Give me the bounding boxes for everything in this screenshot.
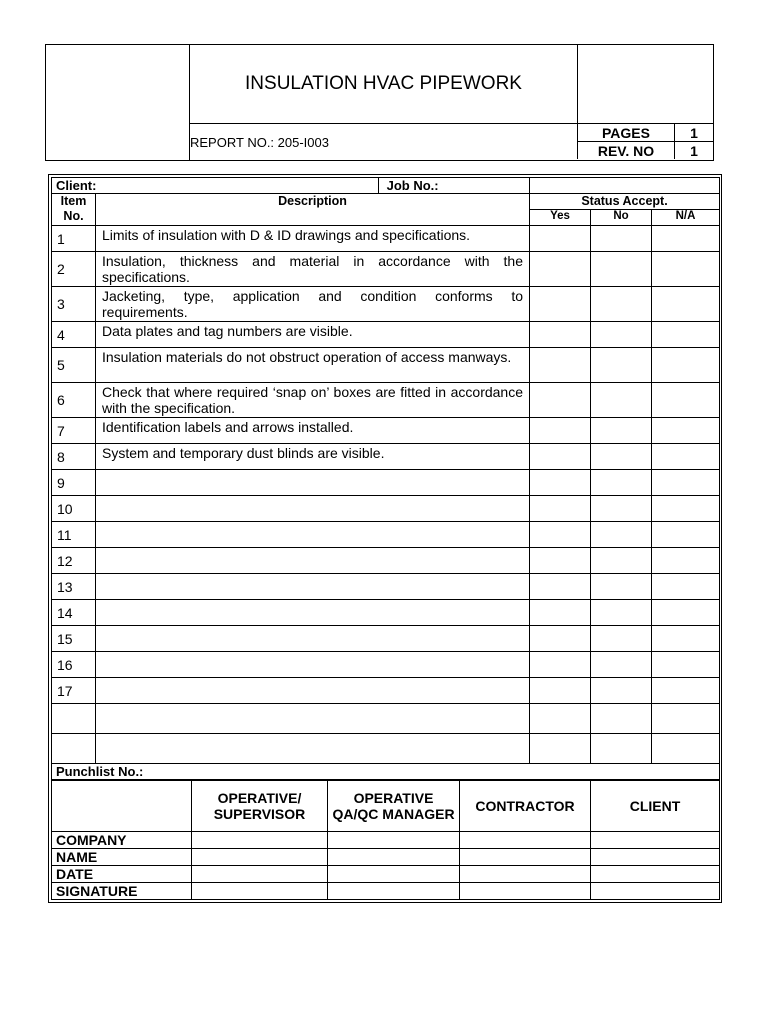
item-number: 16 bbox=[52, 652, 96, 678]
status-na-cell[interactable] bbox=[652, 626, 720, 652]
status-no-cell[interactable] bbox=[591, 600, 652, 626]
item-description bbox=[96, 734, 530, 764]
signoff-entry-cell[interactable] bbox=[192, 832, 328, 849]
item-number: 3 bbox=[52, 287, 96, 322]
item-description: Identification labels and arrows installed. bbox=[96, 418, 530, 444]
item-number: 15 bbox=[52, 626, 96, 652]
checklist-table bbox=[51, 177, 720, 780]
item-rows bbox=[52, 226, 720, 764]
report-header bbox=[45, 44, 714, 161]
item-number: 8 bbox=[52, 444, 96, 470]
signoff-header-row bbox=[52, 781, 720, 832]
item-description: Check that where required ‘snap on’ boxes are fitted in accordance with the specification. bbox=[96, 383, 530, 418]
status-no-cell[interactable] bbox=[591, 522, 652, 548]
status-yes-cell[interactable] bbox=[530, 704, 591, 734]
item-description bbox=[96, 548, 530, 574]
status-no-cell[interactable] bbox=[591, 348, 652, 383]
item-number: 2 bbox=[52, 252, 96, 287]
status-na-cell[interactable] bbox=[652, 600, 720, 626]
item-description: Insulation, thickness and material in accordance with the specifications. bbox=[96, 252, 530, 287]
checklist-form bbox=[48, 174, 722, 903]
checklist-row bbox=[52, 470, 720, 496]
item-number: 5 bbox=[52, 348, 96, 383]
status-yes-cell[interactable] bbox=[530, 600, 591, 626]
item-description bbox=[96, 652, 530, 678]
document-title: INSULATION HVAC PIPEWORK bbox=[190, 45, 577, 124]
status-yes-cell[interactable] bbox=[530, 626, 591, 652]
checklist-row bbox=[52, 444, 720, 470]
status-na-cell[interactable] bbox=[652, 226, 720, 252]
status-na-cell[interactable] bbox=[652, 348, 720, 383]
signoff-row-label: DATE bbox=[52, 866, 192, 883]
checklist-row bbox=[52, 226, 720, 252]
signoff-entry-cell[interactable] bbox=[328, 866, 460, 883]
status-yes-cell[interactable] bbox=[530, 734, 591, 764]
item-description bbox=[96, 574, 530, 600]
signoff-entry-cell[interactable] bbox=[192, 866, 328, 883]
status-na-cell[interactable] bbox=[652, 470, 720, 496]
status-yes-cell[interactable] bbox=[530, 444, 591, 470]
status-na-cell[interactable] bbox=[652, 444, 720, 470]
checklist-row bbox=[52, 600, 720, 626]
item-number: 10 bbox=[52, 496, 96, 522]
signoff-column-header: CONTRACTOR bbox=[460, 781, 591, 832]
status-no-cell[interactable] bbox=[591, 574, 652, 600]
pages-value: 1 bbox=[690, 124, 698, 141]
item-description: System and temporary dust blinds are visible. bbox=[96, 444, 530, 470]
status-no-cell[interactable] bbox=[591, 226, 652, 252]
signoff-entry-cell[interactable] bbox=[460, 832, 591, 849]
checklist-row bbox=[52, 348, 720, 383]
signoff-entry-cell[interactable] bbox=[591, 849, 720, 866]
report-number: REPORT NO.: 205-I003 bbox=[190, 134, 329, 150]
item-description: Limits of insulation with D & ID drawings and specifications. bbox=[96, 226, 530, 252]
item-description bbox=[96, 522, 530, 548]
checklist-row bbox=[52, 704, 720, 734]
status-no-cell[interactable] bbox=[591, 383, 652, 418]
status-na-cell[interactable] bbox=[652, 522, 720, 548]
status-no-cell[interactable] bbox=[591, 252, 652, 287]
status-no-cell[interactable] bbox=[591, 444, 652, 470]
checklist-row bbox=[52, 418, 720, 444]
signoff-column-header: OPERATIVE QA/QC MANAGER bbox=[328, 781, 460, 832]
signoff-row-label: COMPANY bbox=[52, 832, 192, 849]
signoff-entry-cell[interactable] bbox=[328, 849, 460, 866]
item-description: Data plates and tag numbers are visible. bbox=[96, 322, 530, 348]
status-no-cell[interactable] bbox=[591, 734, 652, 764]
status-accept-header: Status Accept. bbox=[530, 194, 720, 210]
checklist-row bbox=[52, 652, 720, 678]
item-no-header: Item No. bbox=[52, 194, 96, 226]
status-no-cell[interactable] bbox=[591, 652, 652, 678]
signoff-entry-cell[interactable] bbox=[460, 866, 591, 883]
status-na-cell[interactable] bbox=[652, 383, 720, 418]
rev-label: REV. NO bbox=[578, 142, 675, 160]
signoff-entry-cell[interactable] bbox=[192, 883, 328, 900]
status-yes-cell[interactable] bbox=[530, 226, 591, 252]
status-na-cell[interactable] bbox=[652, 322, 720, 348]
item-number: 1 bbox=[52, 226, 96, 252]
status-yes-cell[interactable] bbox=[530, 252, 591, 287]
checklist-row bbox=[52, 287, 720, 322]
signoff-corner-cell bbox=[52, 781, 192, 832]
na-header: N/A bbox=[652, 210, 720, 226]
status-no-cell[interactable] bbox=[591, 418, 652, 444]
item-number: 9 bbox=[52, 470, 96, 496]
job-no-field[interactable] bbox=[530, 178, 720, 194]
item-number: 7 bbox=[52, 418, 96, 444]
checklist-row bbox=[52, 678, 720, 704]
status-yes-cell[interactable] bbox=[530, 574, 591, 600]
checklist-row bbox=[52, 383, 720, 418]
status-yes-cell[interactable] bbox=[530, 652, 591, 678]
status-yes-cell[interactable] bbox=[530, 383, 591, 418]
item-number: 4 bbox=[52, 322, 96, 348]
checklist-row bbox=[52, 252, 720, 287]
checklist-row bbox=[52, 626, 720, 652]
item-description: Jacketing, type, application and condition conforms to requirements. bbox=[96, 287, 530, 322]
signoff-column-header: CLIENT bbox=[591, 781, 720, 832]
logo-placeholder bbox=[46, 45, 190, 160]
checklist-row bbox=[52, 322, 720, 348]
pages-label: PAGES bbox=[578, 124, 675, 142]
checklist-row bbox=[52, 574, 720, 600]
item-number: 11 bbox=[52, 522, 96, 548]
item-description bbox=[96, 678, 530, 704]
signoff-row-label: NAME bbox=[52, 849, 192, 866]
status-na-cell[interactable] bbox=[652, 652, 720, 678]
yes-header: Yes bbox=[530, 210, 591, 226]
item-number: 6 bbox=[52, 383, 96, 418]
status-no-cell[interactable] bbox=[591, 287, 652, 322]
item-number: 13 bbox=[52, 574, 96, 600]
signoff-row bbox=[52, 883, 720, 900]
status-na-cell[interactable] bbox=[652, 548, 720, 574]
status-yes-cell[interactable] bbox=[530, 522, 591, 548]
header-meta bbox=[577, 124, 713, 159]
client-label: Client: bbox=[56, 178, 379, 193]
item-description bbox=[96, 496, 530, 522]
status-na-cell[interactable] bbox=[652, 418, 720, 444]
signoff-entry-cell[interactable] bbox=[591, 866, 720, 883]
checklist-row bbox=[52, 548, 720, 574]
status-na-cell[interactable] bbox=[652, 734, 720, 764]
status-no-cell[interactable] bbox=[591, 322, 652, 348]
status-yes-cell[interactable] bbox=[530, 418, 591, 444]
description-header: Description bbox=[96, 194, 530, 226]
status-no-cell[interactable] bbox=[591, 548, 652, 574]
signoff-entry-cell[interactable] bbox=[328, 832, 460, 849]
item-description bbox=[96, 600, 530, 626]
item-description: Insulation materials do not obstruct operation of access manways. bbox=[96, 348, 530, 383]
signoff-row-label: SIGNATURE bbox=[52, 883, 192, 900]
checklist-row bbox=[52, 522, 720, 548]
signoff-entry-cell[interactable] bbox=[460, 849, 591, 866]
signoff-entry-cell[interactable] bbox=[328, 883, 460, 900]
status-yes-cell[interactable] bbox=[530, 348, 591, 383]
status-no-cell[interactable] bbox=[591, 470, 652, 496]
item-number: 12 bbox=[52, 548, 96, 574]
signoff-row bbox=[52, 832, 720, 849]
status-na-cell[interactable] bbox=[652, 287, 720, 322]
status-na-cell[interactable] bbox=[652, 252, 720, 287]
client-field[interactable] bbox=[52, 178, 530, 194]
status-yes-cell[interactable] bbox=[530, 470, 591, 496]
status-no-cell[interactable] bbox=[591, 704, 652, 734]
signoff-rows bbox=[52, 832, 720, 900]
status-na-cell[interactable] bbox=[652, 704, 720, 734]
no-header: No bbox=[591, 210, 652, 226]
signoff-column-header: OPERATIVE/ SUPERVISOR bbox=[192, 781, 328, 832]
signoff-table bbox=[51, 780, 720, 900]
signoff-entry-cell[interactable] bbox=[192, 849, 328, 866]
job-no-label: Job No.: bbox=[386, 178, 439, 193]
header-blank-cell bbox=[577, 45, 713, 124]
status-no-cell[interactable] bbox=[591, 678, 652, 704]
signoff-row bbox=[52, 866, 720, 883]
status-no-cell[interactable] bbox=[591, 496, 652, 522]
status-yes-cell[interactable] bbox=[530, 287, 591, 322]
item-number: 14 bbox=[52, 600, 96, 626]
status-na-cell[interactable] bbox=[652, 496, 720, 522]
status-yes-cell[interactable] bbox=[530, 496, 591, 522]
punchlist-field[interactable] bbox=[52, 764, 720, 780]
signoff-entry-cell[interactable] bbox=[591, 883, 720, 900]
punchlist-label: Punchlist No.: bbox=[56, 764, 144, 779]
item-number bbox=[52, 704, 96, 734]
item-number: 17 bbox=[52, 678, 96, 704]
status-na-cell[interactable] bbox=[652, 574, 720, 600]
signoff-entry-cell[interactable] bbox=[460, 883, 591, 900]
checklist-row bbox=[52, 496, 720, 522]
item-number bbox=[52, 734, 96, 764]
item-description bbox=[96, 470, 530, 496]
signoff-row bbox=[52, 849, 720, 866]
signoff-entry-cell[interactable] bbox=[591, 832, 720, 849]
item-description bbox=[96, 626, 530, 652]
status-yes-cell[interactable] bbox=[530, 322, 591, 348]
status-yes-cell[interactable] bbox=[530, 678, 591, 704]
checklist-row bbox=[52, 734, 720, 764]
status-no-cell[interactable] bbox=[591, 626, 652, 652]
item-description bbox=[96, 704, 530, 734]
rev-value: 1 bbox=[675, 142, 714, 160]
status-na-cell[interactable] bbox=[652, 678, 720, 704]
status-yes-cell[interactable] bbox=[530, 548, 591, 574]
